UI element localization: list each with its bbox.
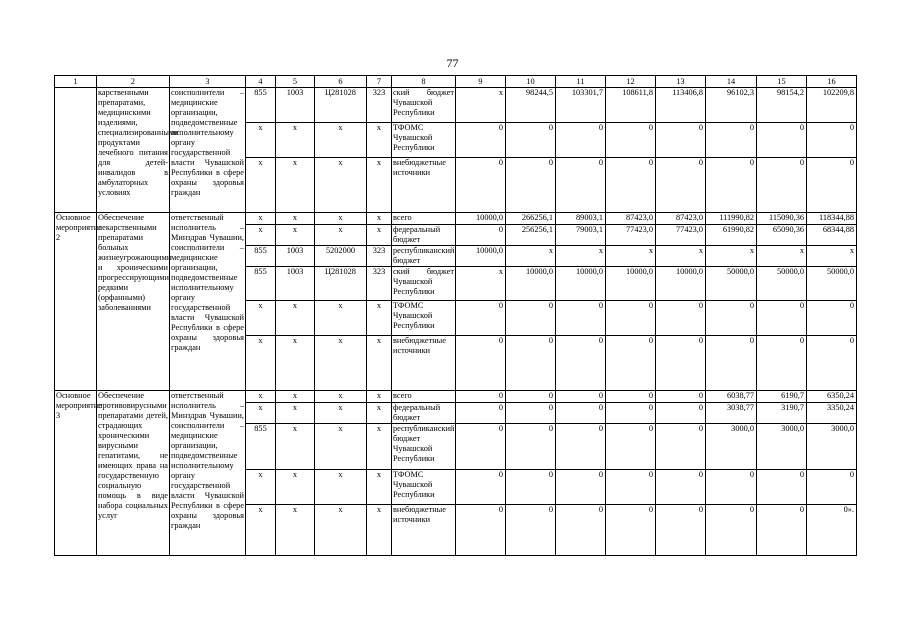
value-cell: 0 (456, 403, 506, 424)
value-cell: 118344,88 (807, 213, 857, 225)
value-cell: 0 (606, 505, 656, 556)
funding-source-cell: всего (392, 391, 456, 403)
value-cell: 87423,0 (656, 213, 706, 225)
value-cell: 0 (506, 505, 556, 556)
event-name-cell: Основное мероприятие 3 (55, 391, 97, 556)
value-cell: х (367, 403, 392, 424)
value-cell: х (807, 246, 857, 267)
funding-source-cell: всего (392, 213, 456, 225)
value-cell: 0 (807, 123, 857, 158)
value-cell: 111990,82 (706, 213, 757, 225)
value-cell: х (246, 391, 276, 403)
value-cell: 3038,77 (706, 403, 757, 424)
value-cell: 0 (606, 424, 656, 470)
value-cell: 3000,0 (757, 424, 807, 470)
value-cell: х (276, 225, 315, 246)
value-cell: х (315, 470, 367, 505)
value-cell: х (246, 505, 276, 556)
value-cell: х (367, 424, 392, 470)
value-cell: х (315, 301, 367, 336)
value-cell: 3000,0 (706, 424, 757, 470)
value-cell: 98154,2 (757, 88, 807, 123)
executor-cell: соисполнители – медицинские организации, подведомственные исполнительному органу государственной власти Чувашской Республики в сфере охраны здоровья граждан (170, 88, 246, 213)
value-cell: 0 (456, 424, 506, 470)
value-cell: 5202000 (315, 246, 367, 267)
value-cell: 0 (456, 301, 506, 336)
funding-source-cell: федеральный бюджет (392, 403, 456, 424)
column-header: 15 (757, 76, 807, 88)
value-cell: 1003 (276, 267, 315, 301)
value-cell: 0 (706, 505, 757, 556)
value-cell: 0 (506, 336, 556, 391)
value-cell: х (656, 246, 706, 267)
value-cell: 0 (706, 336, 757, 391)
column-header: 5 (276, 76, 315, 88)
value-cell: 0 (456, 391, 506, 403)
column-header: 16 (807, 76, 857, 88)
value-cell: х (276, 336, 315, 391)
value-cell: 0 (606, 123, 656, 158)
value-cell: 266256,1 (506, 213, 556, 225)
value-cell: 65090,36 (757, 225, 807, 246)
value-cell: 77423,0 (656, 225, 706, 246)
value-cell: 0 (456, 470, 506, 505)
value-cell: 0 (456, 158, 506, 213)
event-description-cell: Обеспечение лекарственными препаратами больных жизнеугрожающими и хроническими прогрессирующими редкими (орфанными) заболеваниями (97, 213, 170, 391)
column-header: 8 (392, 76, 456, 88)
value-cell: х (246, 403, 276, 424)
funding-source-cell: ТФОМС Чувашской Республики (392, 123, 456, 158)
value-cell: 0 (556, 470, 606, 505)
value-cell: 89003,1 (556, 213, 606, 225)
value-cell: 103301,7 (556, 88, 606, 123)
value-cell: 68344,88 (807, 225, 857, 246)
table-row (55, 213, 857, 225)
value-cell: 0 (556, 158, 606, 213)
value-cell: 115090,36 (757, 213, 807, 225)
value-cell: 61990,82 (706, 225, 757, 246)
value-cell: 10000,0 (656, 267, 706, 301)
value-cell: 0 (456, 336, 506, 391)
value-cell: х (315, 424, 367, 470)
value-cell: 0 (656, 505, 706, 556)
column-header: 12 (606, 76, 656, 88)
value-cell: 0 (556, 424, 606, 470)
funding-source-cell: ТФОМС Чувашской Республики (392, 301, 456, 336)
column-header: 13 (656, 76, 706, 88)
value-cell: х (276, 158, 315, 213)
value-cell: х (246, 213, 276, 225)
value-cell: 0 (656, 391, 706, 403)
value-cell: 0 (456, 123, 506, 158)
column-header: 4 (246, 76, 276, 88)
value-cell: х (315, 336, 367, 391)
value-cell: х (315, 213, 367, 225)
value-cell: х (706, 246, 757, 267)
value-cell: 50000,0 (807, 267, 857, 301)
funding-source-cell: республиканский бюджет Чувашской Республики (392, 424, 456, 470)
funding-source-cell: ский бюджет Чувашской Республики (392, 267, 456, 301)
value-cell: 0 (456, 505, 506, 556)
value-cell: х (315, 225, 367, 246)
value-cell: 323 (367, 246, 392, 267)
value-cell: 0 (656, 424, 706, 470)
value-cell: 0 (757, 470, 807, 505)
funding-source-cell: ский бюджет Чувашской Республики (392, 88, 456, 123)
value-cell: х (276, 505, 315, 556)
value-cell: 0 (706, 301, 757, 336)
value-cell: х (276, 470, 315, 505)
value-cell: 3000,0 (807, 424, 857, 470)
value-cell: х (456, 88, 506, 123)
value-cell: 855 (246, 267, 276, 301)
value-cell: х (367, 505, 392, 556)
value-cell: х (246, 158, 276, 213)
value-cell: х (276, 391, 315, 403)
value-cell: 3350,24 (807, 403, 857, 424)
value-cell: 0 (506, 123, 556, 158)
value-cell: 323 (367, 88, 392, 123)
value-cell: 0 (807, 301, 857, 336)
value-cell: 0 (706, 470, 757, 505)
value-cell: х (315, 403, 367, 424)
column-header: 7 (367, 76, 392, 88)
event-name-cell (55, 88, 97, 213)
column-header: 3 (170, 76, 246, 88)
funding-source-cell: внебюджетные источники (392, 336, 456, 391)
column-header: 6 (315, 76, 367, 88)
value-cell: х (367, 336, 392, 391)
value-cell: х (276, 424, 315, 470)
value-cell: 0 (656, 470, 706, 505)
value-cell: х (367, 158, 392, 213)
value-cell: 1003 (276, 246, 315, 267)
column-header: 10 (506, 76, 556, 88)
value-cell: 50000,0 (757, 267, 807, 301)
value-cell: 87423,0 (606, 213, 656, 225)
page-number: 77 (446, 56, 459, 70)
value-cell: 855 (246, 88, 276, 123)
value-cell: 0 (556, 505, 606, 556)
funding-source-cell: ТФОМС Чувашской Республики (392, 470, 456, 505)
value-cell: 77423,0 (606, 225, 656, 246)
value-cell: 1003 (276, 88, 315, 123)
value-cell: х (315, 158, 367, 213)
value-cell: х (276, 123, 315, 158)
column-header: 1 (55, 76, 97, 88)
value-cell: х (456, 267, 506, 301)
value-cell: 0 (556, 301, 606, 336)
value-cell: х (276, 403, 315, 424)
value-cell: 113406,8 (656, 88, 706, 123)
value-cell: 0 (506, 391, 556, 403)
column-header: 9 (456, 76, 506, 88)
value-cell: 0 (506, 403, 556, 424)
value-cell: 0 (757, 301, 807, 336)
value-cell: 0 (506, 424, 556, 470)
value-cell: 0 (606, 403, 656, 424)
value-cell: 0 (556, 123, 606, 158)
value-cell: х (246, 225, 276, 246)
value-cell: 0 (506, 301, 556, 336)
value-cell: 6190,7 (757, 391, 807, 403)
value-cell: 0 (556, 403, 606, 424)
value-cell: 0 (807, 470, 857, 505)
executor-cell: ответственный исполнитель – Минздрав Чувашии, соисполнители – медицинские организации, подведомственные исполнительному органу государственной власти Чувашской Республики в сфере охраны здоровья граждан (170, 213, 246, 391)
value-cell: Ц281028 (315, 88, 367, 123)
value-cell: х (315, 123, 367, 158)
value-cell: х (506, 246, 556, 267)
value-cell: 855 (246, 424, 276, 470)
value-cell: х (367, 470, 392, 505)
value-cell: 0». (807, 505, 857, 556)
value-cell: 0 (556, 336, 606, 391)
value-cell: 108611,8 (606, 88, 656, 123)
value-cell: 256256,1 (506, 225, 556, 246)
value-cell: Ц281028 (315, 267, 367, 301)
table-row (55, 88, 857, 123)
value-cell: 0 (807, 336, 857, 391)
value-cell: х (367, 225, 392, 246)
value-cell: 0 (656, 403, 706, 424)
value-cell: х (276, 213, 315, 225)
funding-source-cell: внебюджетные источники (392, 158, 456, 213)
value-cell: 0 (456, 225, 506, 246)
value-cell: 10000,0 (456, 246, 506, 267)
value-cell: 0 (606, 301, 656, 336)
value-cell: х (315, 391, 367, 403)
value-cell: 102209,8 (807, 88, 857, 123)
value-cell: 79003,1 (556, 225, 606, 246)
value-cell: 323 (367, 267, 392, 301)
table-row (55, 391, 857, 403)
value-cell: 3190,7 (757, 403, 807, 424)
executor-cell: ответственный исполнитель – Минздрав Чувашии, соисполнители – медицинские организации, подведомственные исполнительному органу государственной власти Чувашской Республики в сфере охраны здоровья граждан (170, 391, 246, 556)
value-cell: 0 (757, 505, 807, 556)
value-cell: 0 (506, 470, 556, 505)
value-cell: 0 (757, 336, 807, 391)
value-cell: х (276, 301, 315, 336)
value-cell: 0 (656, 301, 706, 336)
value-cell: 10000,0 (506, 267, 556, 301)
value-cell: 6350,24 (807, 391, 857, 403)
event-description-cell: карственными препаратами, медицинскими изделиями, специализированными продуктами лечебного питания для детей-инвалидов в амбулаторных условиях (97, 88, 170, 213)
value-cell: 0 (706, 123, 757, 158)
value-cell: 10000,0 (556, 267, 606, 301)
value-cell: 0 (606, 391, 656, 403)
value-cell: 0 (606, 336, 656, 391)
value-cell: 98244,5 (506, 88, 556, 123)
value-cell: х (246, 123, 276, 158)
value-cell: 0 (556, 391, 606, 403)
value-cell: 96102,3 (706, 88, 757, 123)
funding-source-cell: федеральный бюджет (392, 225, 456, 246)
column-header: 11 (556, 76, 606, 88)
value-cell: 0 (807, 158, 857, 213)
event-description-cell: Обеспечение противовирусными препаратами детей, страдающих хроническими вирусными гепатитами, не имеющих права на государственную социальную помощь в виде набора социальных услуг (97, 391, 170, 556)
budget-table (54, 75, 857, 556)
value-cell: 0 (757, 158, 807, 213)
event-name-cell: Основное мероприятие 2 (55, 213, 97, 391)
value-cell: 855 (246, 246, 276, 267)
value-cell: х (606, 246, 656, 267)
value-cell: х (315, 505, 367, 556)
value-cell: х (367, 213, 392, 225)
funding-source-cell: республиканский бюджет (393, 246, 455, 265)
value-cell: 0 (656, 336, 706, 391)
column-header: 14 (706, 76, 757, 88)
value-cell: х (246, 301, 276, 336)
value-cell: 0 (606, 470, 656, 505)
value-cell: х (246, 470, 276, 505)
value-cell: х (246, 336, 276, 391)
value-cell: 50000,0 (706, 267, 757, 301)
column-header: 2 (97, 76, 170, 88)
value-cell: 10000,0 (456, 213, 506, 225)
table-header-row (55, 76, 857, 88)
funding-source-cell: внебюджетные источники (392, 505, 456, 556)
value-cell: 0 (706, 158, 757, 213)
value-cell: 0 (757, 123, 807, 158)
value-cell: 10000,0 (606, 267, 656, 301)
value-cell: 0 (606, 158, 656, 213)
value-cell: 0 (656, 123, 706, 158)
value-cell: х (556, 246, 606, 267)
value-cell: х (367, 123, 392, 158)
value-cell: 0 (656, 158, 706, 213)
value-cell: х (367, 391, 392, 403)
value-cell: 6038,77 (706, 391, 757, 403)
value-cell: х (367, 301, 392, 336)
value-cell: х (757, 246, 807, 267)
value-cell: 0 (506, 158, 556, 213)
